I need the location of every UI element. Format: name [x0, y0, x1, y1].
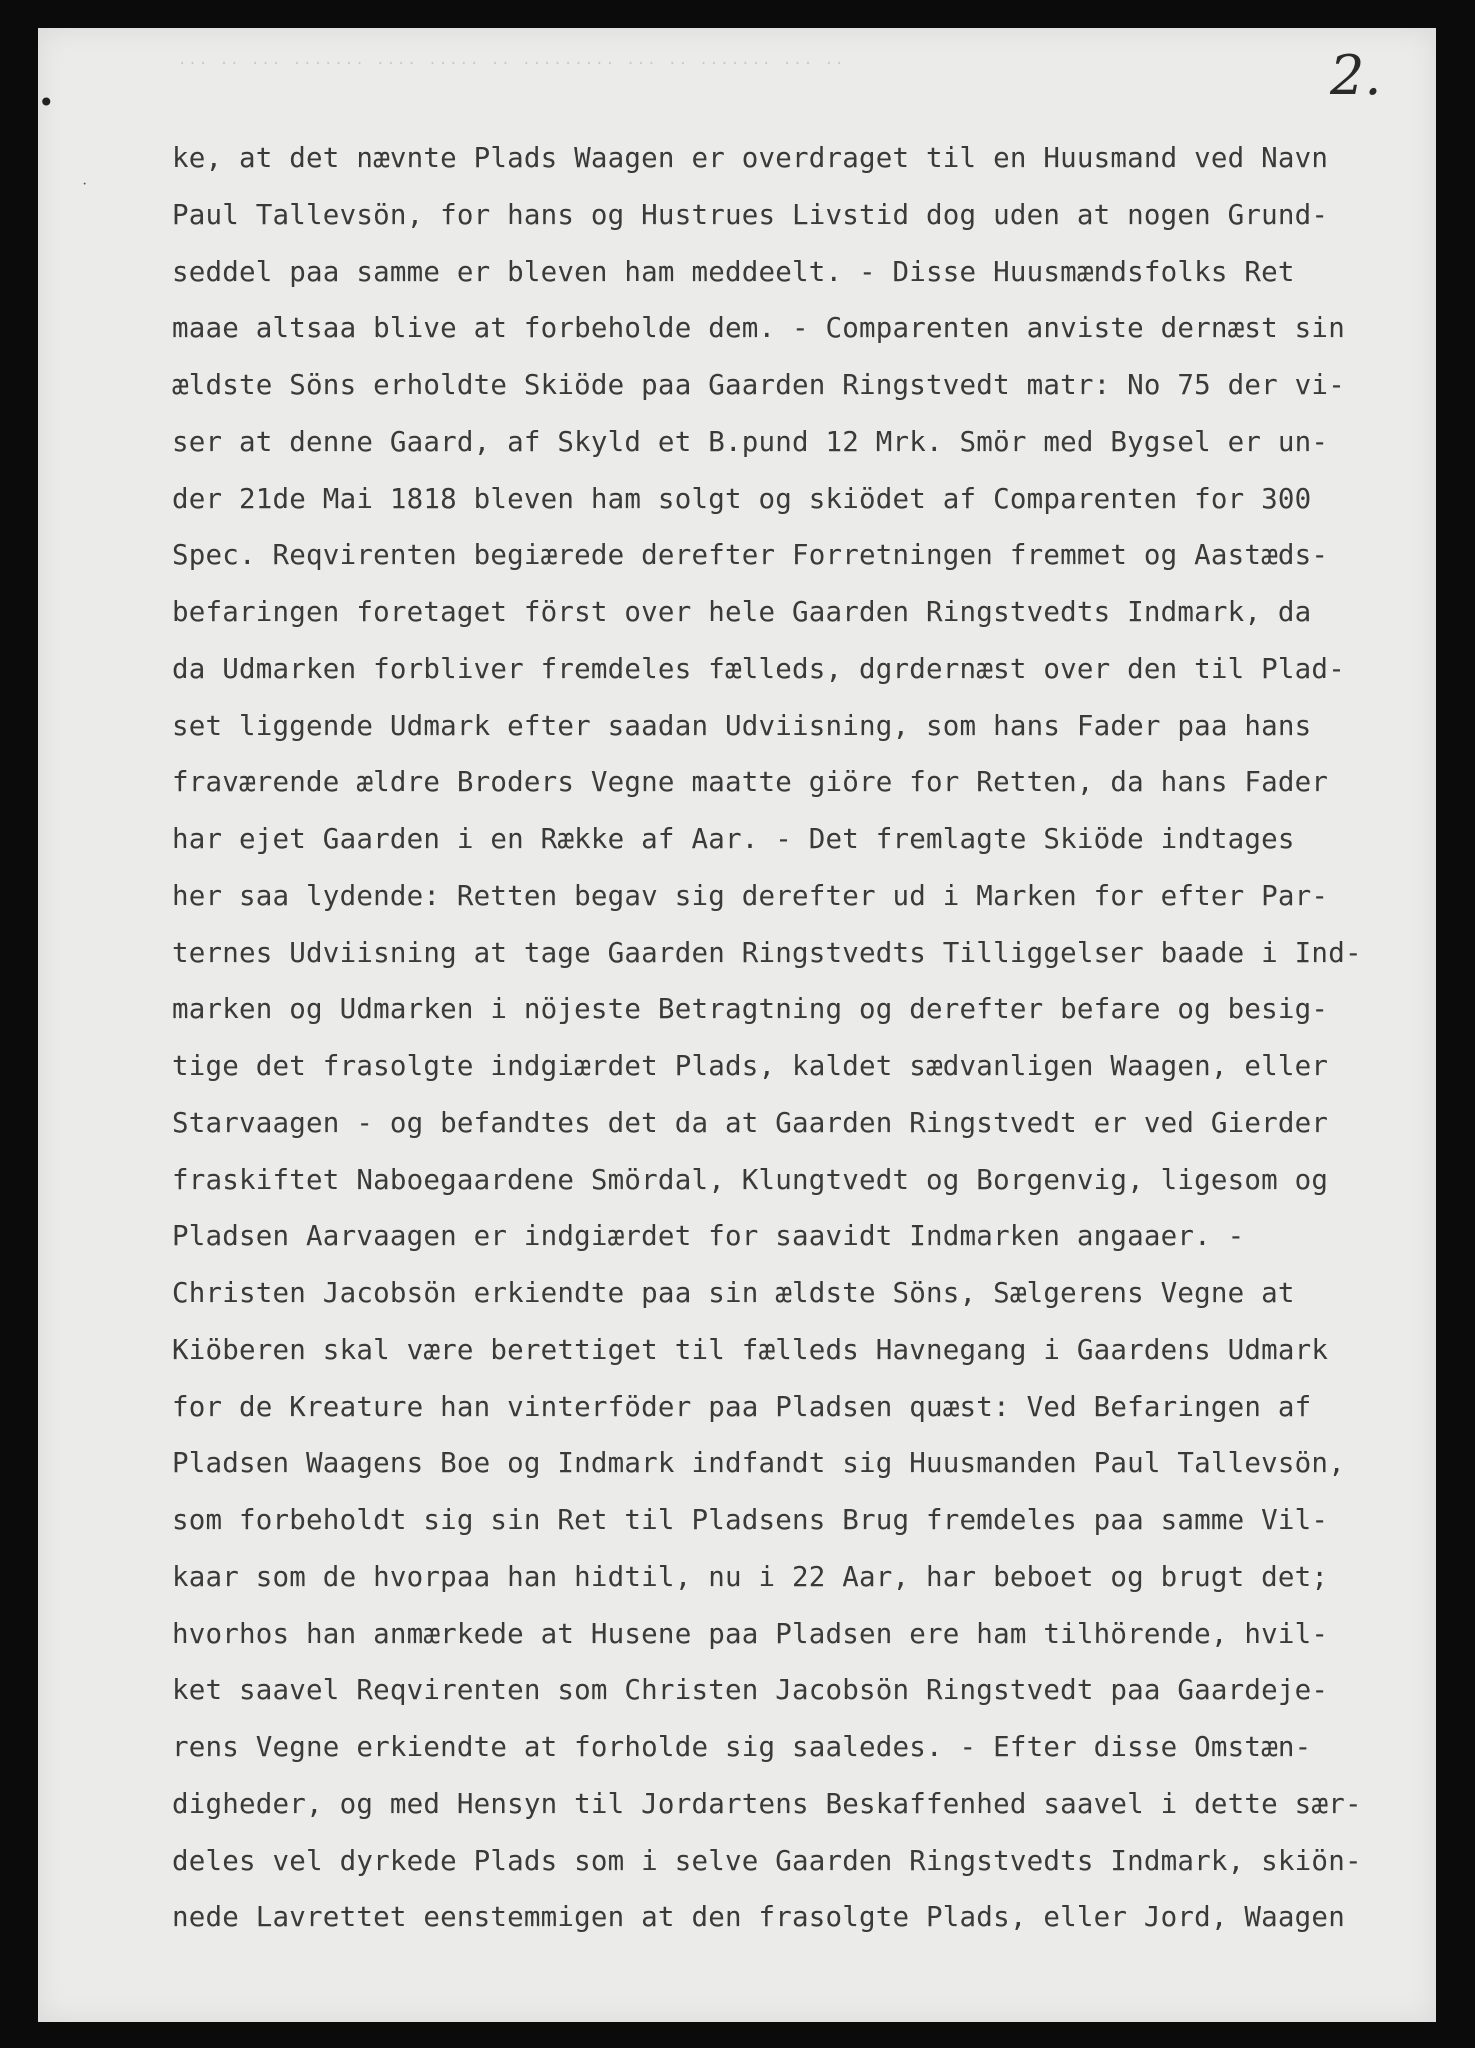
text-line: deles vel dyrkede Plads som i selve Gaarden Ringstvedts Indmark, skiön-: [172, 1844, 1362, 1877]
text-line: som forbeholdt sig sin Ret til Pladsens Brug fremdeles paa samme Vil-: [172, 1504, 1329, 1536]
document-page: [38, 28, 1436, 2022]
text-line: set liggende Udmark efter saadan Udviisning, som hans Fader paa hans: [172, 709, 1312, 742]
text-line: Christen Jacobsön erkiendte paa sin ældste Söns, Sælgerens Vegne at: [172, 1277, 1295, 1309]
text-line: marken og Udmarken i nöjeste Betragtning og derefter befare og besig-: [172, 993, 1329, 1026]
text-line: hvorhos han anmærkede at Husene paa Pladsen ere ham tilhörende, hvil-: [172, 1617, 1329, 1650]
text-line: maae altsaa blive at forbeholde dem. - Comparenten anviste dernæst sin: [172, 312, 1345, 345]
text-line: Starvaagen - og befandtes det da at Gaarden Ringstvedt er ved Gierder: [172, 1106, 1329, 1139]
text-line: rens Vegne erkiendte at forholde sig saaledes. - Efter disse Omstæn-: [172, 1731, 1312, 1763]
text-line: fraskiftet Naboegaardene Smördal, Klungtvedt og Borgenvig, ligesom og: [172, 1163, 1329, 1196]
faint-header-text: ... .. ... ....... .... ..... .. ......... ... .. ....... ... ..: [178, 52, 846, 68]
text-line: ældste Söns erholdte Skiöde paa Gaarden Ringstvedt matr: No 75 der vi-: [172, 369, 1345, 401]
text-line: fraværende ældre Broders Vegne maatte giöre for Retten, da hans Fader: [172, 766, 1329, 799]
body-text: [172, 130, 1422, 1946]
text-line: ke, at det nævnte Plads Waagen er overdraget til en Huusmand ved Navn: [172, 142, 1329, 174]
text-line: da Udmarken forbliver fremdeles fælleds, dgrdernæst over den til Plad-: [172, 652, 1345, 685]
text-line: befaringen foretaget först over hele Gaarden Ringstvedts Indmark, da: [172, 596, 1312, 628]
text-line: for de Kreature han vinterföder paa Pladsen quæst: Ved Befaringen af: [172, 1390, 1312, 1423]
text-line: digheder, og med Hensyn til Jordartens Beskaffenhed saavel i dette sær-: [172, 1787, 1362, 1820]
text-line: tige det frasolgte indgiærdet Plads, kaldet sædvanligen Waagen, eller: [172, 1050, 1329, 1082]
margin-dot: ·: [82, 176, 88, 193]
margin-mark: •: [38, 86, 55, 119]
text-line: der 21de Mai 1818 bleven ham solgt og skiödet af Comparenten for 300: [172, 482, 1312, 515]
page-number: 2.: [1330, 44, 1382, 107]
text-line: her saa lydende: Retten begav sig derefter ud i Marken for efter Par-: [172, 879, 1329, 912]
text-line: ket saavel Reqvirenten som Christen Jacobsön Ringstvedt paa Gaardeje-: [172, 1674, 1329, 1707]
text-line: Kiöberen skal være berettiget til fælleds Havnegang i Gaardens Udmark: [172, 1333, 1329, 1366]
text-line: Pladsen Aarvaagen er indgiærdet for saavidt Indmarken angaaer. -: [172, 1220, 1245, 1253]
text-line: Spec. Reqvirenten begiærede derefter Forretningen fremmet og Aastæds-: [172, 539, 1329, 572]
text-line: Pladsen Waagens Boe og Indmark indfandt sig Huusmanden Paul Tallevsön,: [172, 1447, 1345, 1480]
text-line: Paul Tallevsön, for hans og Hustrues Livstid dog uden at nogen Grund-: [172, 198, 1329, 231]
text-line: kaar som de hvorpaa han hidtil, nu i 22 Aar, har beboet og brugt det;: [172, 1560, 1329, 1593]
text-line: nede Lavrettet eenstemmigen at den frasolgte Plads, eller Jord, Waagen: [172, 1901, 1345, 1934]
text-line: har ejet Gaarden i en Række af Aar. - Det fremlagte Skiöde indtages: [172, 823, 1295, 855]
text-line: ternes Udviisning at tage Gaarden Ringstvedts Tilliggelser baade i Ind-: [172, 936, 1362, 969]
text-line: seddel paa samme er bleven ham meddeelt. - Disse Huusmændsfolks Ret: [172, 255, 1295, 288]
text-line: ser at denne Gaard, af Skyld et B.pund 12 Mrk. Smör med Bygsel er un-: [172, 425, 1329, 458]
